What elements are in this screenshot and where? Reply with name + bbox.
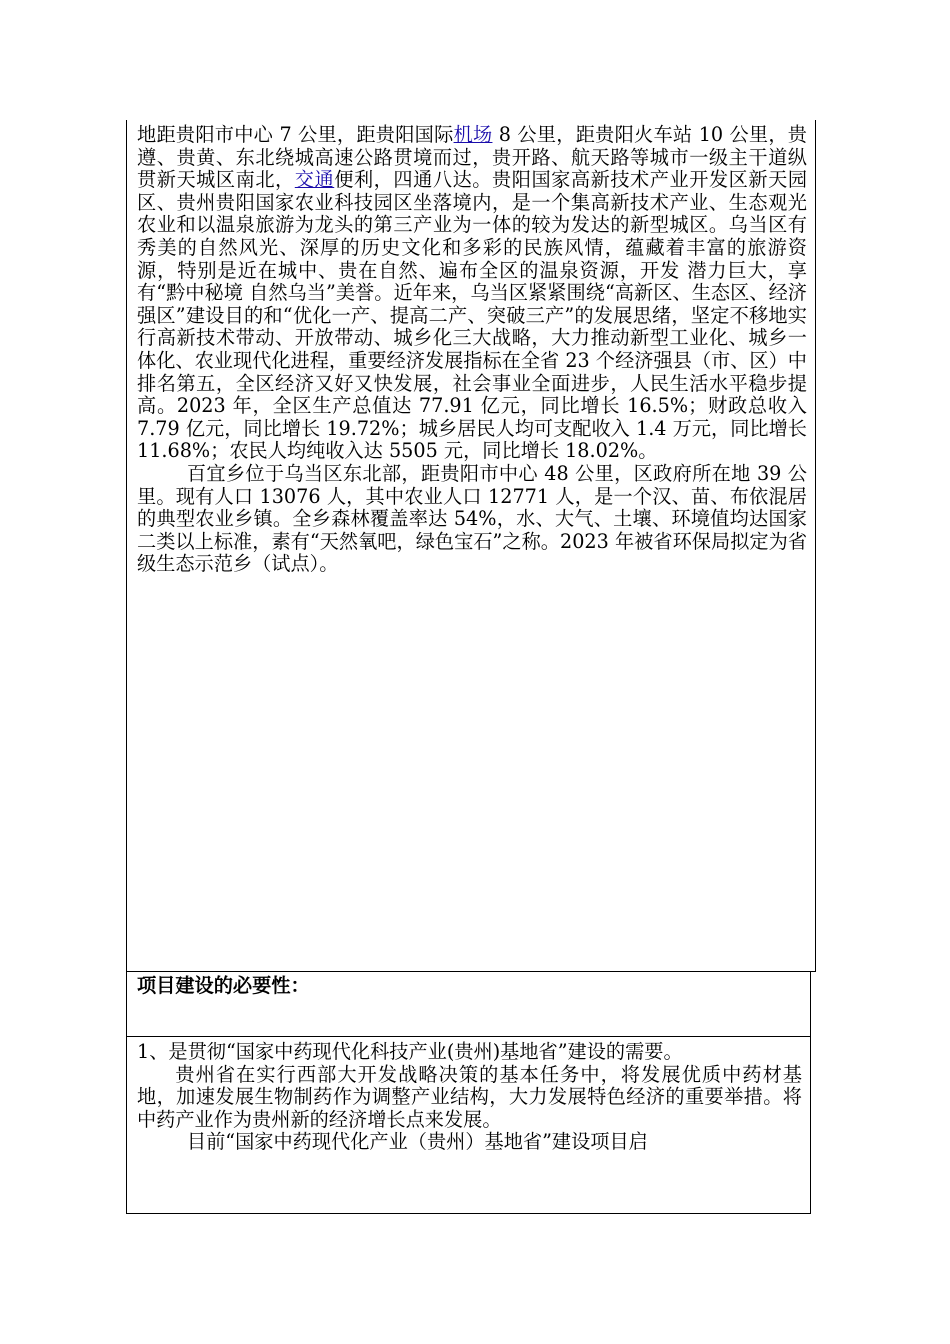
content-cell-overview (126, 120, 816, 972)
necessity-paragraph-1: 1、是贯彻“国家中药现代化科技产业(贵州)基地省”建设的需要。 (137, 1040, 683, 1063)
heading-cell (126, 971, 811, 1037)
overview-text (137, 124, 807, 576)
content-cell-necessity (126, 1036, 811, 1214)
overview-paragraph-1: 地距贵阳市中心 7 公里，距贵阳国际机场 8 公里，距贵阳火车站 10 公里，贵遵、贵黄、东北绕城高速公路贯境而过，贵开路、航天路等城市一级主干道纵贯新天城区南北，交通便利，四通八达。贵阳国家高新技术产业开发区新天园区、贵州贵阳国家农业科技园区坐落境内，是一个集高新技术产业、生态观光农业和以温泉旅游为龙头的第三产业为一体的较为发达的新型城区。乌当区有秀美的自然风光、深厚的历史文化和多彩的民族风情，蕴藏着丰富的旅游资源，特别是近在城中、贵在自然、遍布全区的温泉资源，开发 潜力巨大，享有“黔中秘境 自然乌当”美誉。近年来，乌当区紧紧围绕“高新区、生态区、经济强区”建设目的和“优化一产、提高二产、突破三产”的发展思绪，坚定不移地实行高新技术带动、开放带动、城乡化三大战略，大力推动新型工业化、城乡一体化、农业现代化进程，重要经济发展指标在全省 23 个经济强县（市、区）中排名第五，全区经济又好又快发展，社会事业全面进步，人民生活水平稳步提高。2023 年，全区生产总值达 77.91 亿元，同比增长 16.5%；财政总收入 7.79 亿元，同比增长 19.72%；城乡居民人均可支配收入 1.4 万元，同比增长 11.68%；农民人均纯收入达 5505 元，同比增长 18.02%。 (137, 123, 808, 463)
necessity-paragraph-3: 目前“国家中药现代化产业（贵州）基地省”建设项目启 (186, 1130, 648, 1154)
overview-paragraph-2: 百宜乡位于乌当区东北部，距贵阳市中心 48 公里，区政府所在地 39 公里。现有人口 13076 人，其中农业人口 12771 人，是一个汉、苗、布依混居的典型农业乡镇。全乡森林覆盖率达 54%，水、大气、土壤、环境值均达国家二类以上标准，素有“天然氧吧，绿色宝石”之称。2023 年被省环保局拟定为省级生态示范乡（试点）。 (137, 461, 807, 576)
traffic-link[interactable]: 交通 (294, 168, 335, 192)
section-heading: 项目建设的必要性： (137, 974, 310, 997)
airport-link[interactable]: 机场 (453, 123, 493, 146)
necessity-text (137, 1041, 802, 1154)
necessity-paragraph-2: 贵州省在实行西部大开发战略决策的基本任务中，将发展优质中药材基地，加速发展生物制药作为调整产业结构，大力发展特色经济的重要举措。将中药产业作为贵州新的经济增长点来发展。 (137, 1062, 802, 1131)
